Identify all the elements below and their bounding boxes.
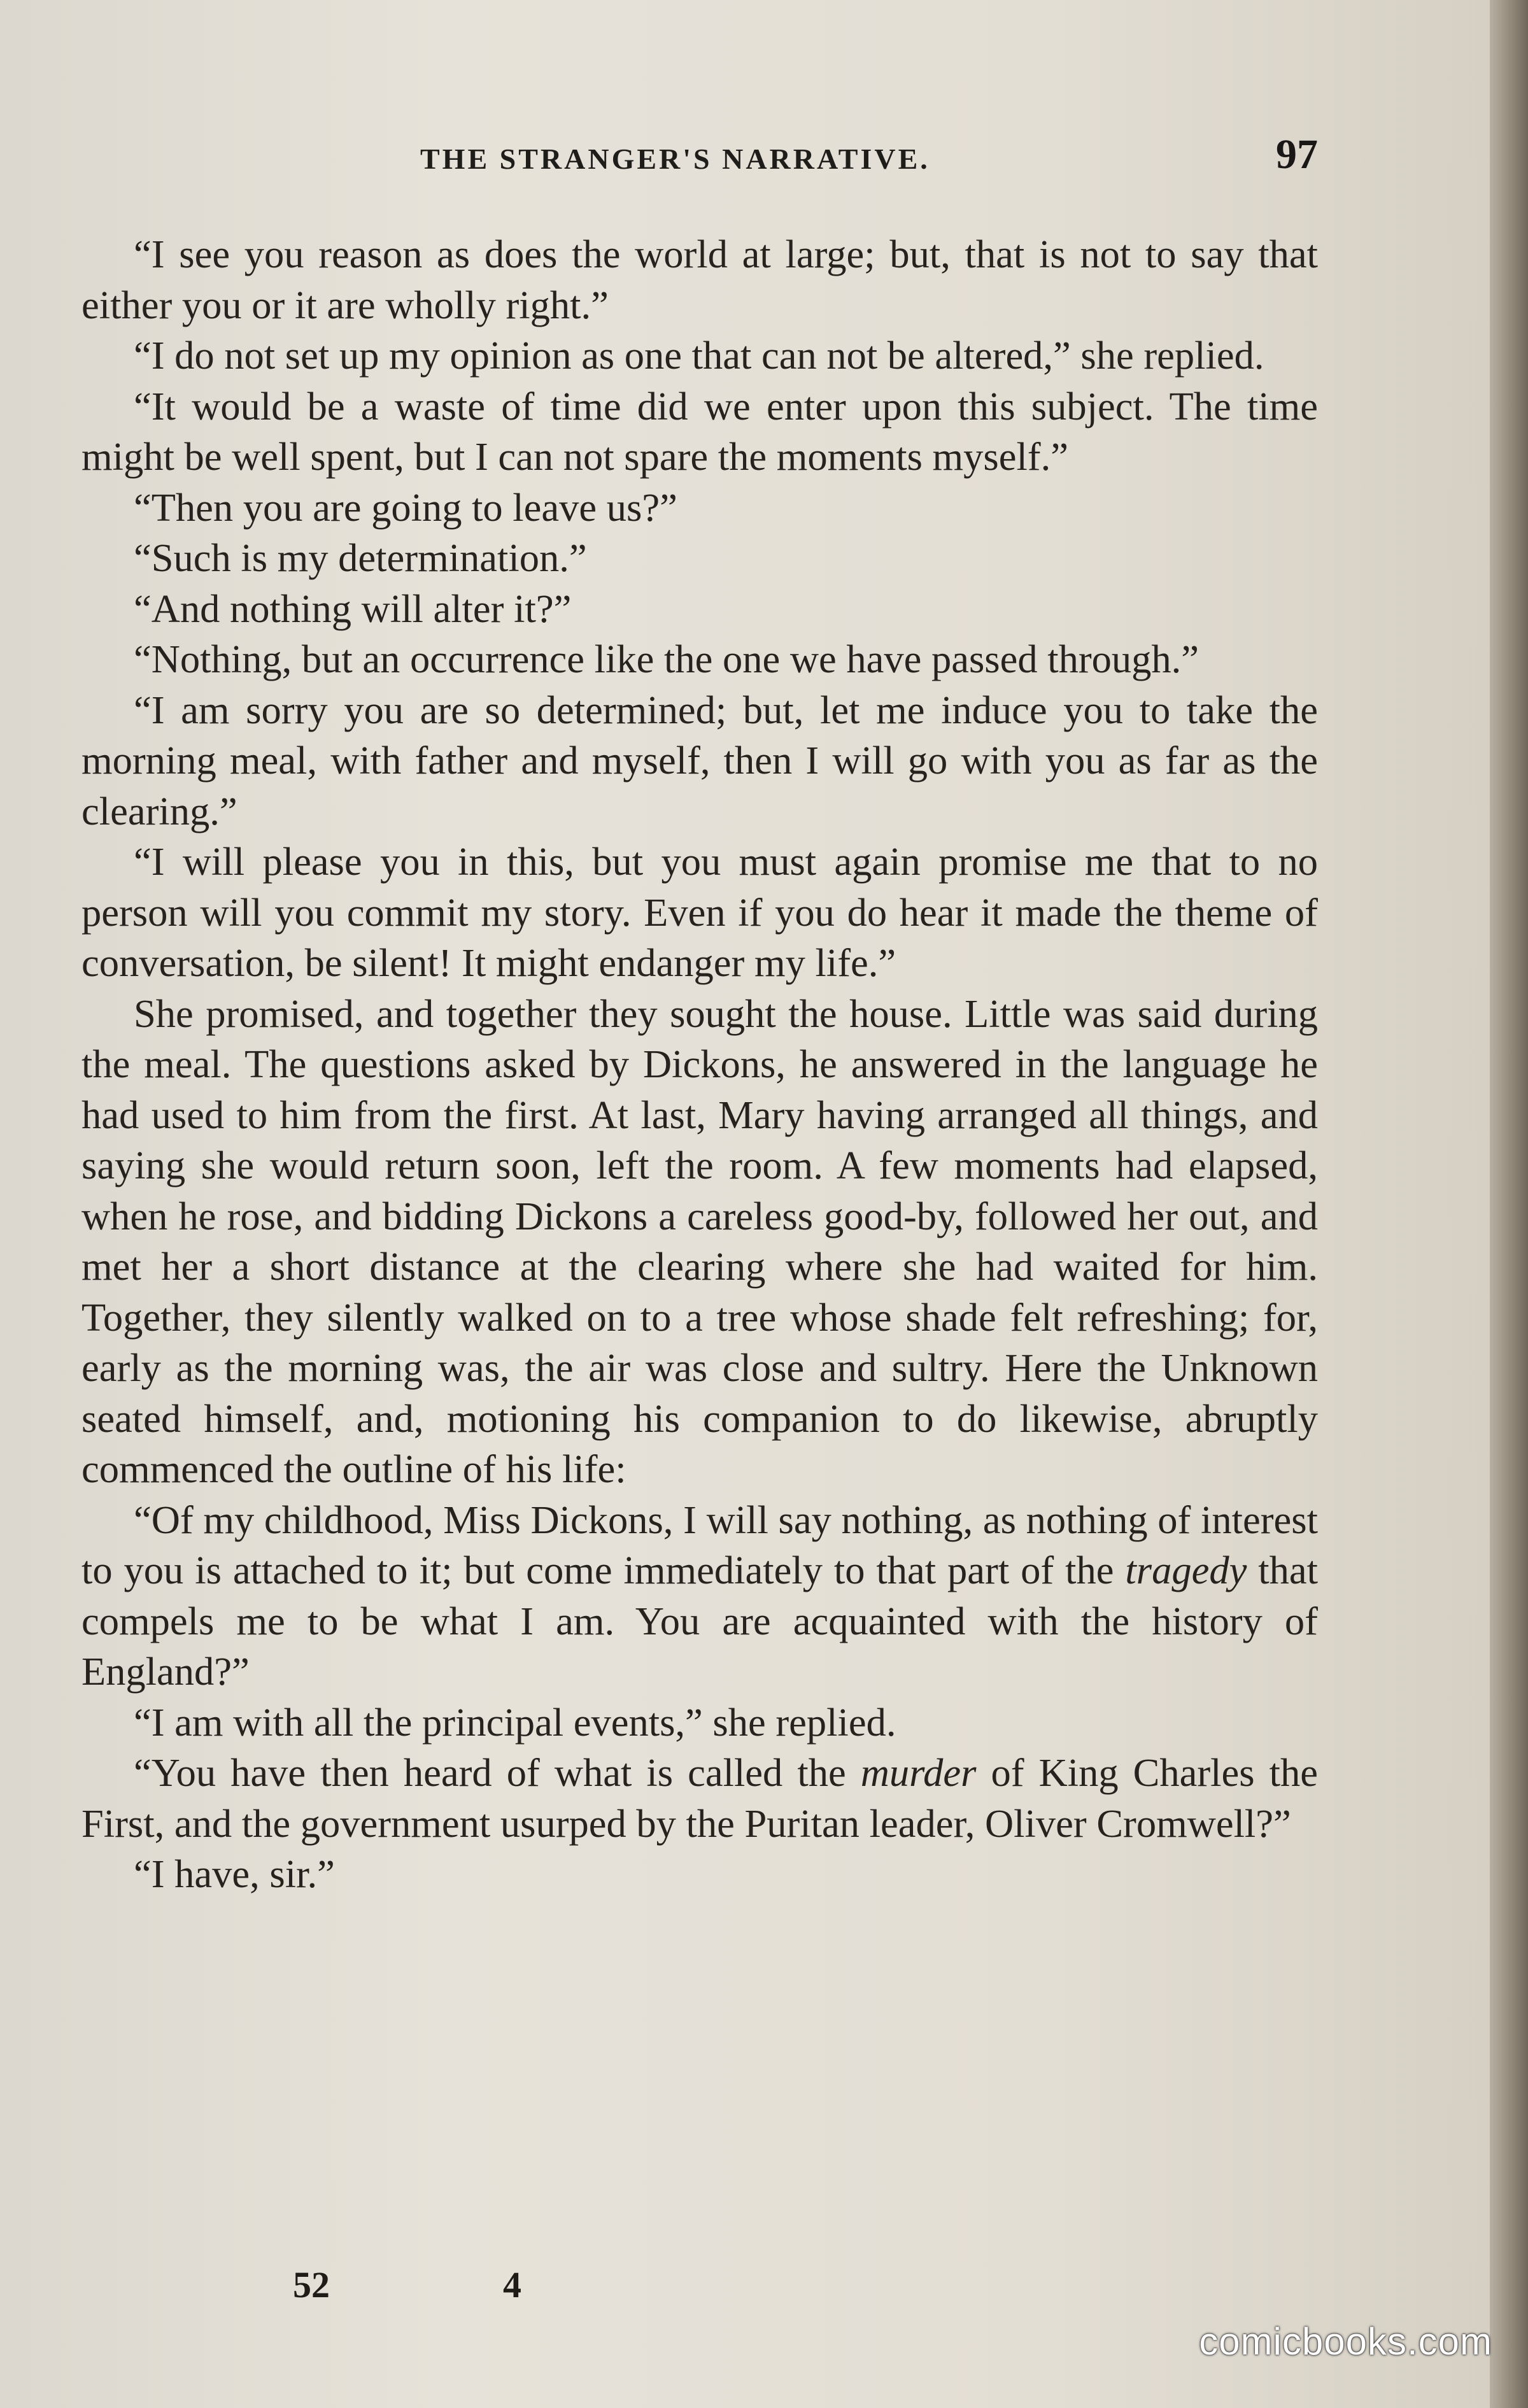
signature-letter: 4	[503, 2264, 521, 2305]
paragraph: She promised, and together they sought the house. Little was said during the meal. The questions asked by Dickons, he answered in the language he had used to him from the first. At last, Mary having arranged all things, and saying she would return soon, left the room. A few moments had elapsed, when he rose, and bidding Dickons a careless good-by, followed her out, and met her a short distance at the clearing where she had waited for him. Together, they silently walked on to a tree whose shade felt refreshing; for, early as the morning was, the air was close and sultry. Here the Unknown seated himself, and, motioning his companion to do likewise, abruptly commenced the outline of his life:	[81, 991, 1318, 1491]
paragraph: “And nothing will alter it?”	[134, 586, 572, 631]
paragraph: “You have then heard of what is called the murder of King Charles the First, and the government usurped by the Puritan leader, Oliver Cromwell?”	[81, 1750, 1318, 1846]
paragraph: “I am with all the principal events,” she replied.	[134, 1699, 896, 1745]
watermark: comicbooks.com	[1199, 2320, 1492, 2363]
paragraph: “Then you are going to leave us?”	[134, 485, 677, 530]
book-spine-edge	[1490, 0, 1528, 2408]
page-number: 97	[1276, 131, 1318, 178]
paragraph: “It would be a waste of time did we enter upon this subject. The time might be well spent, but I can not spare the moments myself.”	[81, 383, 1318, 479]
paragraph: “I see you reason as does the world at large; but, that is not to say that either you or it are wholly right.”	[81, 232, 1318, 327]
page-header	[83, 131, 1318, 181]
paragraph: “Of my childhood, Miss Dickons, I will say nothing, as nothing of interest to you is attached to it; but come immediately to that part of the tragedy that compels me to be what I am. You are acquainted with the history of England?”	[81, 1497, 1318, 1694]
signature-number: 52	[293, 2264, 330, 2305]
paragraph: “I do not set up my opinion as one that can not be altered,” she replied.	[134, 333, 1264, 378]
narrative-text	[81, 229, 1318, 1900]
paragraph: “Nothing, but an occurrence like the one we have passed through.”	[134, 637, 1199, 681]
italic-emphasis: tragedy	[1125, 1548, 1247, 1592]
paragraph: “Such is my determination.”	[134, 535, 587, 580]
italic-emphasis: murder	[860, 1750, 977, 1795]
paragraph: “I am sorry you are so determined; but, let me induce you to take the morning meal, with father and myself, then I will go with you as far as the clearing.”	[81, 687, 1318, 833]
paragraph: “I will please you in this, but you must again promise me that to no person will you commit my story. Even if you do hear it made the theme of conversation, be silent! It might endanger my life.”	[81, 839, 1318, 985]
paragraph: “I have, sir.”	[134, 1852, 335, 1896]
running-head: THE STRANGER'S NARRATIVE.	[420, 143, 930, 175]
